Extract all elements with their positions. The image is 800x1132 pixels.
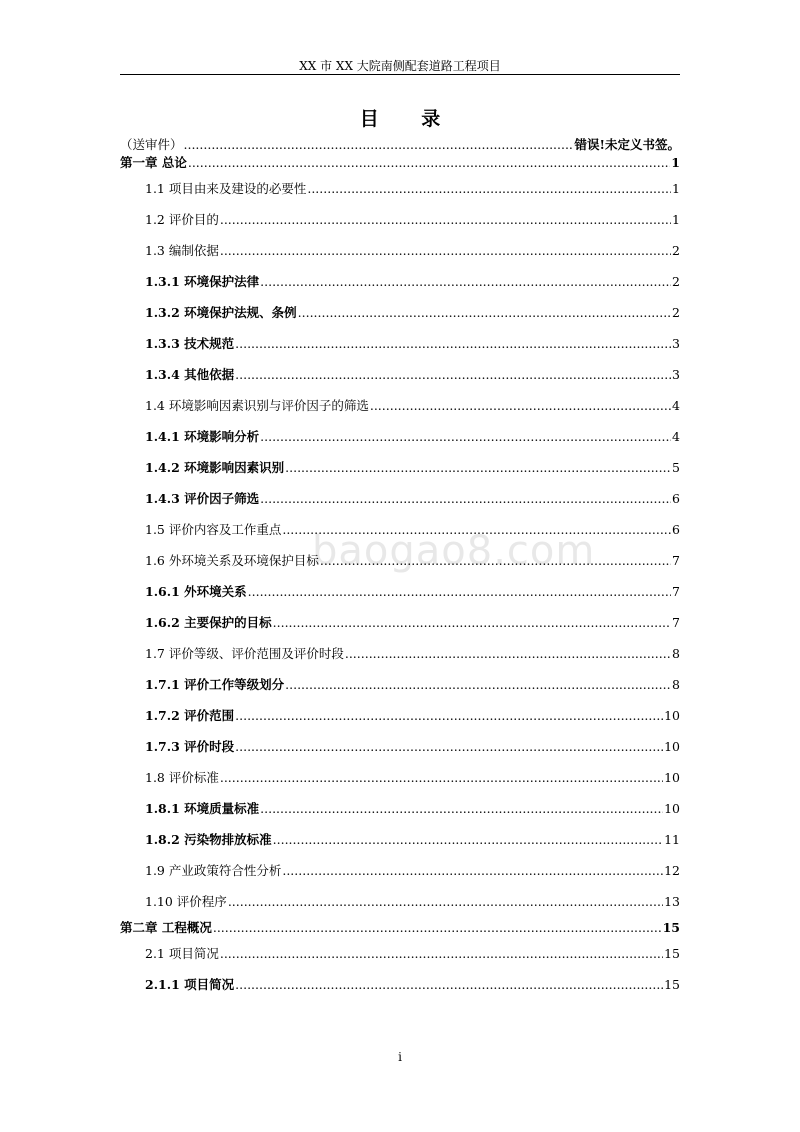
toc-entry-label: 1.9 产业政策符合性分析 bbox=[145, 863, 282, 878]
toc-leader-dots bbox=[285, 452, 671, 483]
toc-entry-page: 1 bbox=[671, 155, 680, 170]
toc-entry-label: 1.6.2 主要保护的目标 bbox=[145, 615, 272, 630]
toc-entry[interactable] bbox=[120, 824, 680, 855]
toc-leader-dots bbox=[220, 235, 671, 266]
toc-leader-dots bbox=[220, 938, 663, 969]
toc-entry-page: 8 bbox=[672, 646, 680, 661]
toc-entry-page: 5 bbox=[672, 460, 680, 475]
toc-entry-page: 10 bbox=[664, 708, 680, 723]
toc-entry-label: 1.3 编制依据 bbox=[145, 243, 219, 258]
toc-entry-label: 2.1.1 项目简况 bbox=[145, 977, 235, 992]
toc-entry[interactable] bbox=[120, 452, 680, 483]
toc-entry[interactable] bbox=[120, 328, 680, 359]
toc-leader-dots bbox=[282, 514, 671, 545]
toc-entry[interactable] bbox=[120, 731, 680, 762]
toc-entry[interactable] bbox=[120, 700, 680, 731]
toc-entry-page: 3 bbox=[672, 367, 680, 382]
toc-leader-dots bbox=[370, 390, 671, 421]
toc-entry[interactable] bbox=[120, 204, 680, 235]
toc-leader-dots bbox=[248, 576, 671, 607]
toc-entry[interactable] bbox=[120, 152, 680, 173]
toc-leader-dots bbox=[345, 638, 671, 669]
toc-entry-page: 8 bbox=[672, 677, 680, 692]
toc-entry-page: 15 bbox=[664, 977, 680, 992]
toc-entry[interactable] bbox=[120, 607, 680, 638]
toc-entry[interactable] bbox=[120, 173, 680, 204]
toc-entry-label: 1.4 环境影响因素识别与评价因子的筛选 bbox=[145, 398, 369, 413]
toc-leader-dots bbox=[285, 669, 671, 700]
toc-leader-dots bbox=[235, 328, 671, 359]
toc-entry-label: 1.6 外环境关系及环境保护目标 bbox=[145, 553, 319, 568]
toc-leader-dots bbox=[260, 421, 671, 452]
toc-leader-dots bbox=[235, 731, 663, 762]
toc-leader-dots bbox=[260, 793, 663, 824]
toc-entry-page: 15 bbox=[664, 946, 680, 961]
toc-entry[interactable] bbox=[120, 669, 680, 700]
toc-entry[interactable] bbox=[120, 235, 680, 266]
toc-entry-label: 1.6.1 外环境关系 bbox=[145, 584, 247, 599]
toc-leader-dots bbox=[260, 266, 671, 297]
toc-entry-label: 1.7 评价等级、评价范围及评价时段 bbox=[145, 646, 344, 661]
toc-entry[interactable] bbox=[120, 545, 680, 576]
toc-title: 目 录 bbox=[359, 108, 459, 130]
toc-leader-dots bbox=[188, 152, 670, 173]
toc-entry-page: 4 bbox=[672, 429, 680, 444]
toc-entry[interactable] bbox=[120, 514, 680, 545]
toc-leader-dots bbox=[282, 855, 663, 886]
toc-entry-label: 1.4.3 评价因子筛选 bbox=[145, 491, 260, 506]
toc-entry-page: 错误!未定义书签。 bbox=[574, 137, 680, 152]
toc-entry-page: 7 bbox=[672, 584, 680, 599]
toc-entry-label: 1.8.1 环境质量标准 bbox=[145, 801, 260, 816]
toc-entry-label: 1.4.2 环境影响因素识别 bbox=[145, 460, 285, 475]
toc-entry[interactable] bbox=[120, 483, 680, 514]
toc-leader-dots bbox=[228, 886, 663, 917]
toc-leader-dots bbox=[273, 824, 663, 855]
toc-entry-page: 7 bbox=[672, 615, 680, 630]
toc-entry[interactable] bbox=[120, 390, 680, 421]
toc-entry[interactable] bbox=[120, 421, 680, 452]
toc-entry-page: 7 bbox=[672, 553, 680, 568]
toc-entry-page: 6 bbox=[672, 491, 680, 506]
toc-entry-label: 1.7.3 评价时段 bbox=[145, 739, 235, 754]
toc-entry[interactable] bbox=[120, 762, 680, 793]
toc-entry-page: 3 bbox=[672, 336, 680, 351]
watermark: baogao8.com bbox=[312, 528, 596, 574]
toc-entry-page: 1 bbox=[672, 181, 680, 196]
toc-leader-dots bbox=[235, 700, 663, 731]
toc-entry-page: 2 bbox=[672, 243, 680, 258]
toc-entry-page: 1 bbox=[672, 212, 680, 227]
toc-entry-label: 1.3.1 环境保护法律 bbox=[145, 274, 260, 289]
toc-entry-page: 6 bbox=[672, 522, 680, 537]
toc-entry[interactable] bbox=[120, 793, 680, 824]
toc-entry-page: 4 bbox=[672, 398, 680, 413]
toc-leader-dots bbox=[184, 137, 574, 152]
toc-entry[interactable] bbox=[120, 917, 680, 938]
toc-entry-page: 10 bbox=[664, 801, 680, 816]
toc-entry-label: 1.2 评价目的 bbox=[145, 212, 219, 227]
toc-entry-page: 13 bbox=[664, 894, 680, 909]
page-number: i bbox=[398, 1050, 402, 1064]
toc-entry-label: 1.7.1 评价工作等级划分 bbox=[145, 677, 285, 692]
toc-entry-label: 第二章 工程概况 bbox=[120, 920, 212, 935]
toc-entry[interactable] bbox=[120, 266, 680, 297]
toc-entry-label: 1.1 项目由来及建设的必要性 bbox=[145, 181, 307, 196]
toc-entry[interactable] bbox=[120, 638, 680, 669]
toc-entry-page: 11 bbox=[664, 832, 680, 847]
toc-entry[interactable] bbox=[120, 576, 680, 607]
toc-entry[interactable] bbox=[120, 359, 680, 390]
toc-entry-label: 1.3.3 技术规范 bbox=[145, 336, 235, 351]
toc-entry-page: 2 bbox=[672, 274, 680, 289]
toc-entry-label: 1.4.1 环境影响分析 bbox=[145, 429, 260, 444]
toc-leader-dots bbox=[235, 359, 671, 390]
toc-entry[interactable] bbox=[120, 938, 680, 969]
toc-leader-dots bbox=[298, 297, 671, 328]
toc-leader-dots bbox=[260, 483, 671, 514]
toc-entry-page: 15 bbox=[662, 920, 680, 935]
toc-leader-dots bbox=[235, 969, 663, 1000]
toc-entry-label: 2.1 项目简况 bbox=[145, 946, 219, 961]
toc-entry-page: 12 bbox=[664, 863, 680, 878]
toc-entry-page: 2 bbox=[672, 305, 680, 320]
toc-entry[interactable] bbox=[120, 969, 680, 1000]
toc-entry-page: 10 bbox=[664, 770, 680, 785]
toc-leader-dots bbox=[273, 607, 671, 638]
page-header: XX 市 XX 大院南侧配套道路工程项目 bbox=[299, 59, 501, 73]
toc-leader-dots bbox=[307, 173, 671, 204]
toc-entry[interactable] bbox=[120, 886, 680, 917]
toc-entry-page: 10 bbox=[664, 739, 680, 754]
toc-entry[interactable] bbox=[120, 137, 680, 152]
toc-entry-label: 第一章 总论 bbox=[120, 155, 187, 170]
toc-entry-label: 1.8.2 污染物排放标准 bbox=[145, 832, 272, 847]
toc-entry-label: 1.3.2 环境保护法规、条例 bbox=[145, 305, 297, 320]
table-of-contents bbox=[120, 137, 680, 1000]
toc-entry-label: （送审件） bbox=[120, 137, 183, 152]
toc-leader-dots bbox=[213, 917, 662, 938]
toc-leader-dots bbox=[320, 545, 671, 576]
toc-entry[interactable] bbox=[120, 855, 680, 886]
toc-leader-dots bbox=[220, 762, 663, 793]
header-rule bbox=[120, 74, 680, 75]
toc-entry-label: 1.5 评价内容及工作重点 bbox=[145, 522, 282, 537]
toc-entry-label: 1.7.2 评价范围 bbox=[145, 708, 235, 723]
toc-leader-dots bbox=[220, 204, 671, 235]
toc-entry[interactable] bbox=[120, 297, 680, 328]
toc-entry-label: 1.10 评价程序 bbox=[145, 894, 227, 909]
toc-entry-label: 1.3.4 其他依据 bbox=[145, 367, 235, 382]
toc-entry-label: 1.8 评价标准 bbox=[145, 770, 219, 785]
